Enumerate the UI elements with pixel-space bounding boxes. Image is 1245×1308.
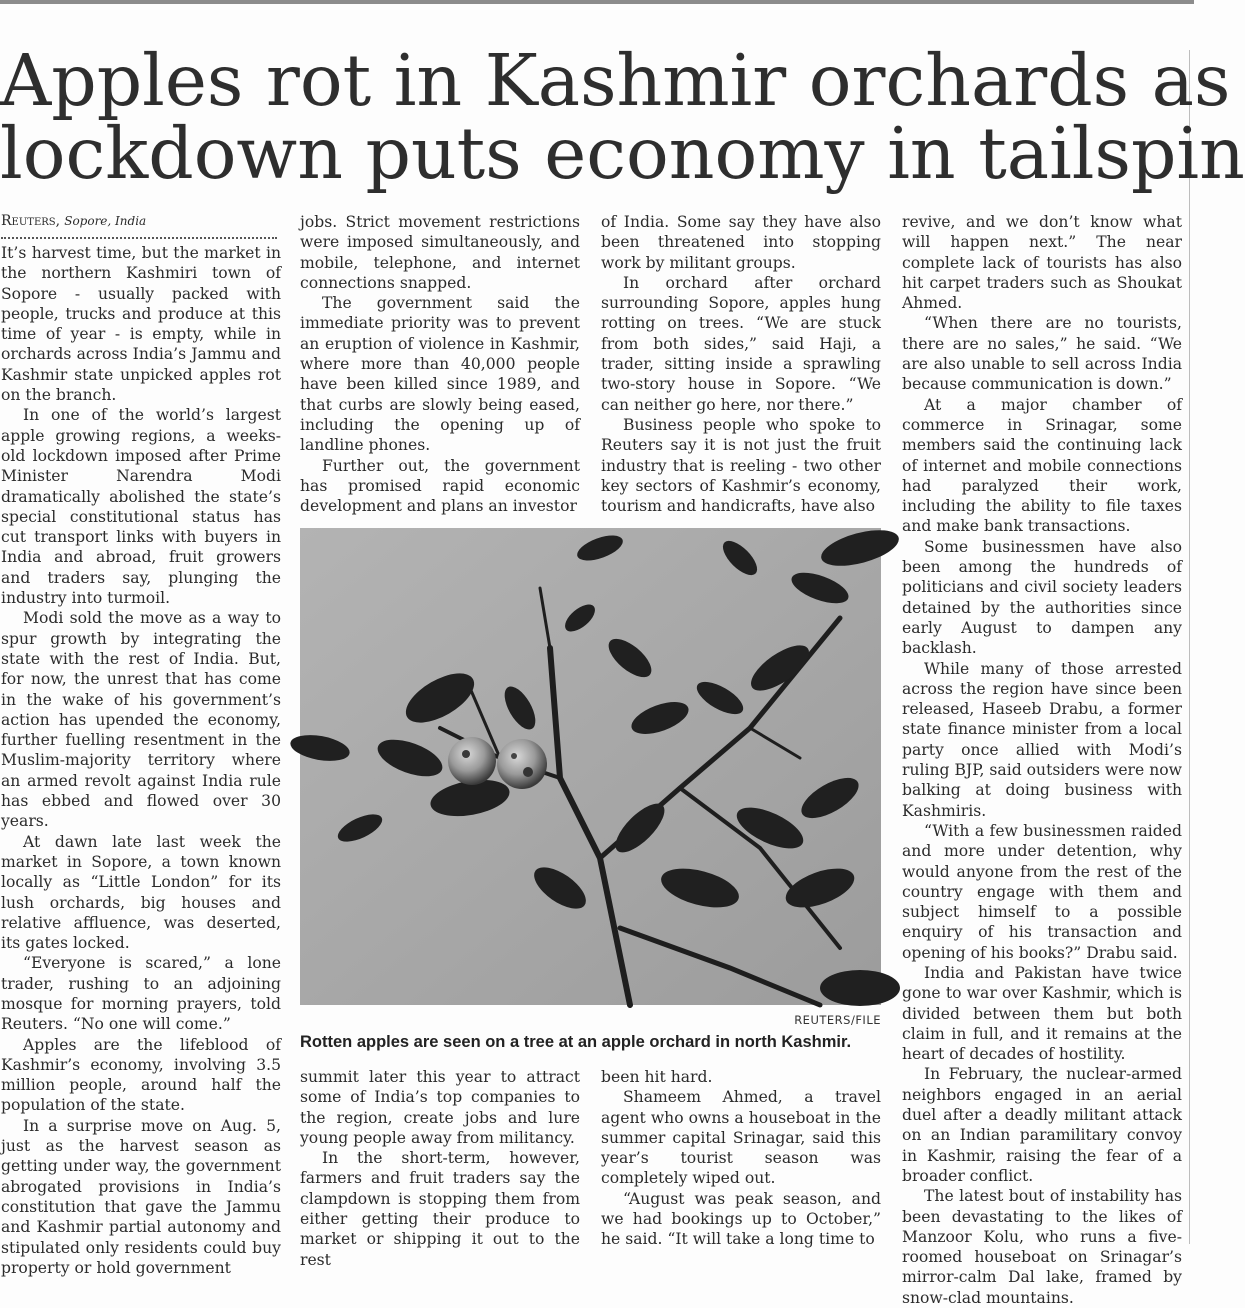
paragraph: The government said the immediate priority was to prevent an eruption of violence in Kashmir, where more than 40,000 people have been killed since 1989, and that curbs are slowly being eased, including the opening up of landline phones. [300,294,580,455]
paragraph: In February, the nuclear-armed neighbors engaged in an aerial duel after a deadly militant attack on an Indian paramilitary convoy in Kashmir, raising the fear of a broader conflict. [902,1065,1182,1185]
top-rule [0,0,1194,4]
paragraph: In the short-term, however, farmers and fruit traders say the clampdown is stopping them from either getting their produce to market or shipping it out to the rest [300,1149,580,1269]
paragraph: At dawn late last week the market in Sopore, a town known locally as “Little London” for its lush orchards, big houses and relative affluence, was deserted, its gates locked. [1,832,281,953]
paragraph: In orchard after orchard surrounding Sopore, apples hung rotting on trees. “We are stuck from both sides,” said Haji, a trader, sitting inside a sprawling two-story house in Sopore. “We can neither go here, nor there.” [601,273,881,414]
headline-line-2: lockdown puts economy in tailspin [0,112,1245,195]
paragraph: Business people who spoke to Reuters say it is not just the fruit industry that is reeling - two other key sectors of Kashmir’s economy, tourism and handicrafts, have also [601,415,881,516]
paragraph: At a major chamber of commerce in Srinagar, some members said the continuing lack of internet and mobile connections had paralyzed their work, including the ability to file taxes and make bank transactions. [902,395,1182,536]
paragraph: In a surprise move on Aug. 5, just as the harvest season as getting under way, the government abrogated provisions in India’s constitution that gave the Jammu and Kashmir partial autonomy and stipulated only residents could buy property or hold government [1,1116,281,1277]
paragraph: Shameem Ahmed, a travel agent who owns a houseboat in the summer capital Srinagar, said this year’s tourist season was completely wiped out. [601,1088,881,1188]
paragraph: In one of the world’s largest apple growing regions, a weeks-old lockdown imposed after Prime Minister Narendra Modi dramatically abolished the state’s special constitutional status has cut transport links with buyers in India and abroad, fruit growers and traders say, plunging the industry into turmoil. [1,406,281,608]
paragraph: Some businessmen have also been among the hundreds of politicians and civil society leaders detained by the authorities since early August to dampen any backlash. [902,537,1182,658]
byline [1,212,281,231]
article-column-3-bottom [601,1067,881,1247]
article-column-1 [1,212,281,1277]
article-column-3-top [601,212,881,516]
paragraph: Modi sold the move as a way to spur growth by integrating the state with the rest of India. But, for now, the unrest that has come in the wake of his government’s action has upended the economy, further fuelling resentment in the Muslim-majority territory where an armed revolt against India rule has ebbed and flowed over 30 years. [1,609,281,831]
paragraph: of India. Some say they have also been threatened into stopping work by militant groups. [601,213,881,272]
paragraph: “Everyone is scared,” a lone trader, rushing to an adjoining mosque for morning prayers, told Reuters. “No one will come.” [1,954,281,1034]
paragraph: “August was peak season, and we had bookings up to October,” he said. “It will take a long time to [601,1189,881,1249]
paragraph: “When there are no tourists, there are no sales,” he said. “We are also unable to sell across India because communication is down.” [902,314,1182,394]
paragraph: Further out, the government has promised rapid economic development and plans an investor [300,456,580,516]
paragraph: India and Pakistan have twice gone to war over Kashmir, which is divided between them but both claim in full, and it remains at the heart of decades of hostility. [902,963,1182,1064]
paragraph: It’s harvest time, but the market in the northern Kashmiri town of Sopore - usually packed with people, trucks and produce at this time of year - is empty, while in orchards across India’s Jammu and Kashmir state unpicked apples rot on the branch. [1,244,281,405]
photo-caption: Rotten apples are seen on a tree at an apple orchard in north Kashmir. [300,1033,852,1051]
paragraph: Apples are the lifeblood of Kashmir’s economy, involving 3.5 million people, around half the population of the state. [1,1035,281,1115]
byline-agency: Reuters, [1,213,61,229]
paragraph: While many of those arrested across the region have since been released, Haseeb Drabu, a former state finance minister from a local party once allied with Modi’s ruling BJP, said outsiders were now balking at doing business with Kashmiris. [902,659,1182,820]
paragraph: summit later this year to attract some of India’s top companies to the region, create jobs and lure young people away from militancy. [300,1068,580,1147]
photo-credit: REUTERS/FILE [794,1013,881,1027]
paragraph: been hit hard. [601,1068,713,1086]
paragraph: The latest bout of instability has been devastating to the likes of Manzoor Kolu, who runs a five-roomed houseboat on Srinagar’s mirror-calm Dal lake, framed by snow-clad mountains. [902,1187,1182,1307]
apple-tree-photo [300,528,881,1005]
headline [0,39,1245,195]
headline-line-1: Apples rot in Kashmir orchards as [0,39,1231,122]
byline-place: Sopore, India [64,214,147,228]
paragraph: “With a few businessmen raided and more under detention, why would anyone from the rest of the country engage with them and subject himself to a possible enquiry of his transaction and opening of his books?” Drabu said. [902,821,1182,962]
right-column-rule [1189,50,1190,1244]
article-photo [300,528,881,1005]
paragraph: revive, and we don’t know what will happen next.” The near complete lack of tourists has also hit carpet traders such as Shoukat Ahmed. [902,213,1182,313]
byline-divider [1,237,277,239]
article-column-2-top [300,212,580,516]
article-column-2-bottom [300,1067,580,1269]
article-column-4 [902,212,1182,1307]
paragraph: jobs. Strict movement restrictions were imposed simultaneously, and mobile, telephone, and internet connections snapped. [300,213,580,292]
